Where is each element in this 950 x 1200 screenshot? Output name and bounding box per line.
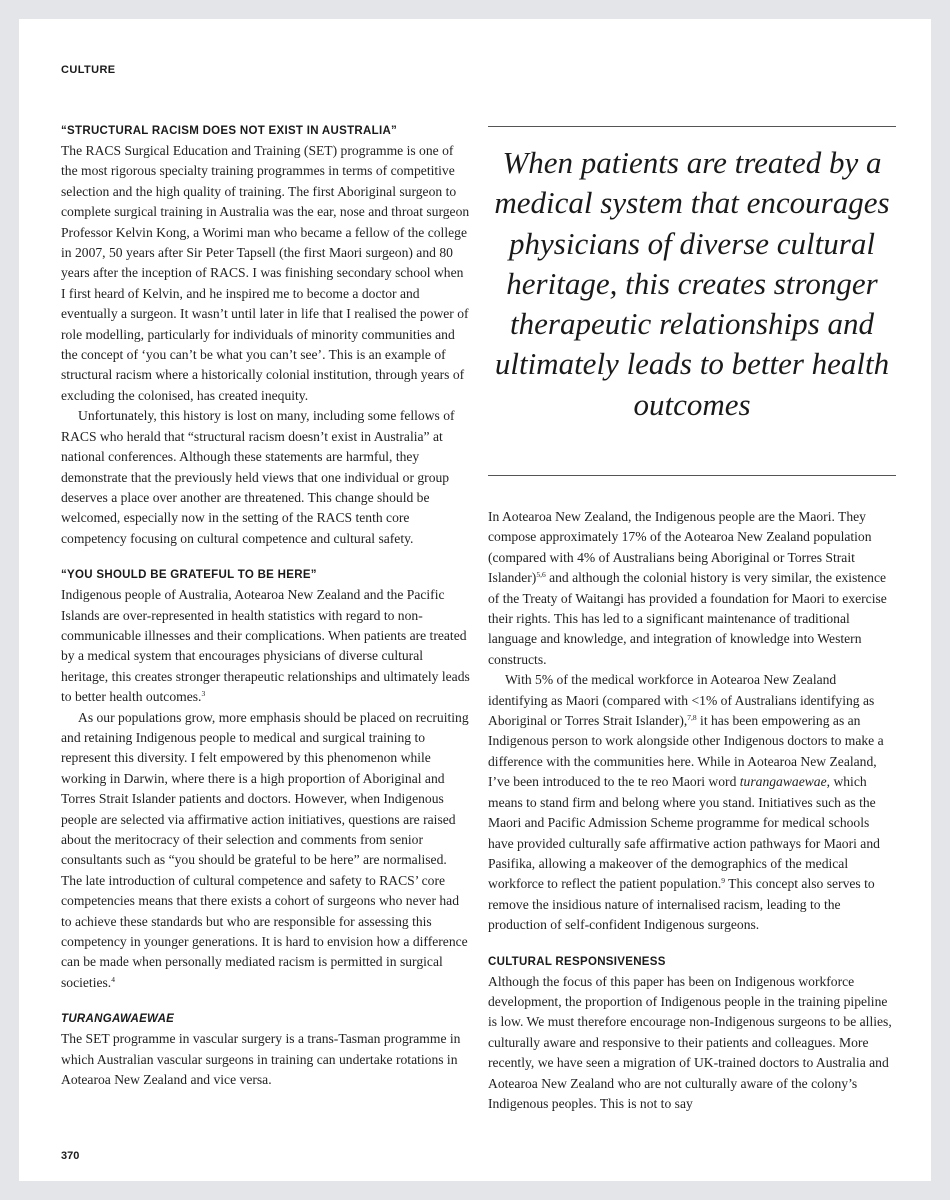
paragraph-populations-grow: As our populations grow, more emphasis should be placed on recruiting and retaining Indigenous people to medical and surgical training to represent this diversity. I felt empowered by this phenomenon while working in Darwin, where there is a high proportion of Aboriginal and Torres Strait Islander patients and doctors. However, when Indigenous people are selected via affirmative action initiatives, questions are raised about the meritocracy of their selection and comments from senior consultants such as “you should be grateful to be here” are normalised. The late introduction of cultural competence and safety to RACS’ core competencies means that there exists a cohort of surgeons who never had to achieve these standards but who are responsible for assessing this competency in younger generations. It is hard to envision how a difference can be made when personally mediated racism is permitted in surgical societies.$^4$	[61, 709, 469, 990]
article-page	[19, 19, 931, 1181]
paragraph-maori: In Aotearoa New Zealand, the Indigenous people are the Maori. They compose approximately 17% of the Aotearoa New Zealand population (compared with 4% of Australians being Aboriginal or Torres Strait Islander)$^{5,6}$ and although the colonial history is very similar, the existence of the Treaty of Waitangi has provided a foundation for Maori to exercise their rights. This has led to a significant maintenance of traditional language and knowledge, and integration of knowledge into Western constructs.	[488, 509, 887, 667]
paragraph-history-lost: Unfortunately, this history is lost on many, including some fellows of RACS who herald that “structural racism doesn’t exist in Australia” at national conferences. Although these statements are harmful, they demonstrate that the previously held views that one individual or group deserves a place over another are threatened. This change should be welcomed, especially now in the setting of the RACS tenth core competency focusing on cultural competence and cultural safety.	[61, 408, 455, 546]
reference-marker[interactable]: 3	[201, 689, 206, 699]
left-column	[61, 123, 471, 1090]
reference-marker[interactable]: 9	[721, 876, 726, 886]
heading-grateful: “YOU SHOULD BE GRATEFUL TO BE HERE”	[61, 569, 317, 582]
term-turangawaewae: turangawaewae	[739, 774, 827, 790]
paragraph-indigenous-health: Indigenous people of Australia, Aotearoa New Zealand and the Pacific Islands are over-represented in health statistics with regard to non-communicable illnesses and their complications. When patients are treated by a medical system that encourages physicians of diverse cultural heritage, this creates stronger therapeutic relationships and ultimately leads to better health outcomes.$^3$	[61, 587, 470, 705]
reference-marker[interactable]: 7,8	[687, 713, 697, 723]
paragraph-vascular-surgery: The SET programme in vascular surgery is a trans-Tasman programme in which Australian vascular surgeons in training can undertake rotations in Aotearoa New Zealand and vice versa.	[61, 1031, 461, 1088]
page-number: 370	[61, 1150, 80, 1162]
heading-cultural-responsiveness: CULTURAL RESPONSIVENESS	[488, 955, 666, 968]
reference-marker[interactable]: 4	[111, 974, 115, 984]
paragraph-medical-workforce: With 5% of the medical workforce in Aotearoa New Zealand identifying as Maori (compared with <1% of Australians identifying as Aboriginal or Torres Strait Islander),$^{7,8}$ it has been empowering as an Indigenous person to work alongside other Indigenous doctors to make a difference with the communities here. While in Aotearoa New Zealand, I’ve been introduced to the te reo Maori word turangawaewae, which means to stand firm and belong where you stand. Initiatives such as the Maori and Pacific Admission Scheme programme for medical schools have provided culturally safe affirmative action pathways for Maori and Pasifika, allowing a makeover of the demographics of the medical workforce to reflect the patient population.$^9$ This concept also serves to remove the insidious nature of internalised racism, leading to the production of self-confident Indigenous surgeons.	[488, 672, 884, 933]
pull-quote: When patients are treated by a medical system that encourages physicians of diverse cultural heritage, this creates stronger therapeutic relationships and ultimately leads to better health outcomes	[494, 145, 890, 422]
paragraph-set-programme: The RACS Surgical Education and Training (SET) programme is one of the most rigorous specialty training programmes in terms of competitive selection and the high quality of training. The first Aboriginal surgeon to complete surgical training in Australia was the ear, nose and throat surgeon Professor Kelvin Kong, a Worimi man who became a fellow of the college in 2007, 50 years after Sir Peter Tapsell (the first Maori surgeon) and 80 years after the inception of RACS. I was finishing secondary school when I first heard of Kelvin, and he inspired me to become a doctor and eventually a surgeon. It wasn’t until later in life that I realised the power of role modelling, particularly for individuals of minority communities and the concept of ‘you can’t be what you can’t see’. This is an example of structural racism where a historically colonial institution, through years of excluding the colonised, has created inequity.	[61, 143, 470, 403]
heading-structural-racism: “STRUCTURAL RACISM DOES NOT EXIST IN AUSTRALIA”	[61, 125, 398, 137]
reference-marker[interactable]: 5,6	[536, 570, 546, 580]
heading-turangawaewae: TURANGAWAEWAE	[61, 1013, 175, 1026]
right-column	[488, 507, 898, 1114]
section-label: CULTURE	[61, 64, 116, 76]
paragraph-cultural-responsiveness: Although the focus of this paper has been on Indigenous workforce development, the proportion of Indigenous people in the training pipeline is low. We must therefore encourage non-Indigenous surgeons to be allies, culturally aware and responsive to their patients and colleagues. More recently, we have seen a migration of UK-trained doctors to Australia and Aotearoa New Zealand who are not culturally aware of the colony’s Indigenous peoples. This is not to say	[488, 973, 892, 1111]
pull-quote-box	[488, 126, 896, 476]
